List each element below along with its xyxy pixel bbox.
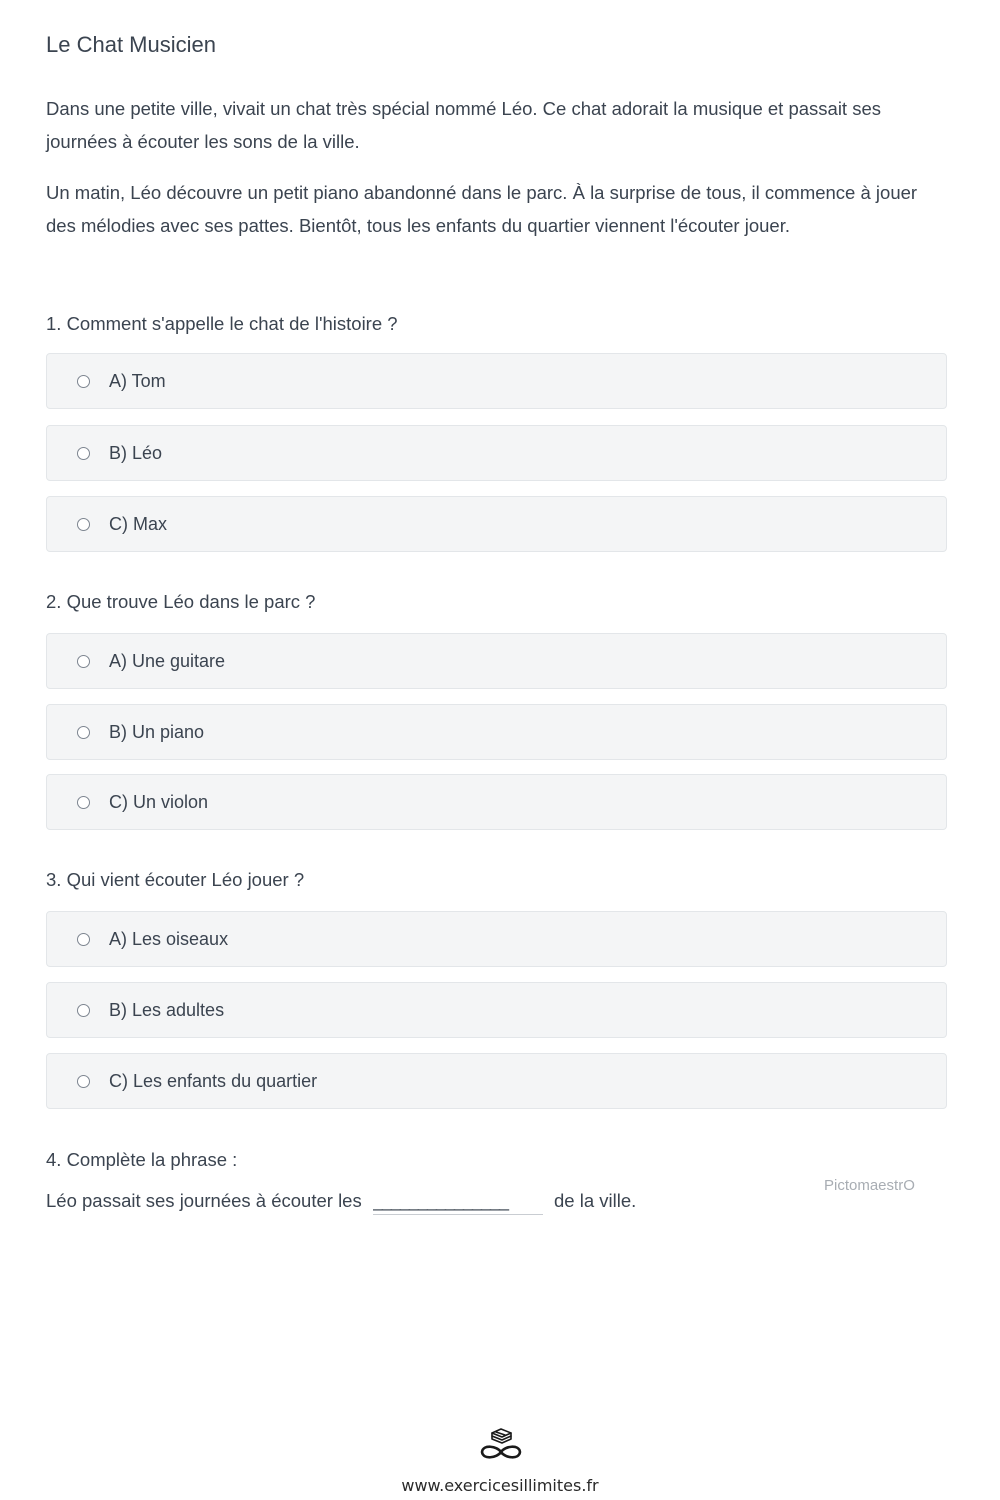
q1-option-b[interactable]: [46, 425, 947, 481]
fill-in-sentence: [46, 1190, 636, 1215]
radio-button[interactable]: [77, 518, 90, 531]
sentence-end: de la ville.: [554, 1190, 637, 1211]
radio-button[interactable]: [77, 1004, 90, 1017]
option-label: C) Les enfants du quartier: [109, 1071, 318, 1091]
q3-option-b[interactable]: [46, 982, 947, 1038]
radio-button[interactable]: [77, 796, 90, 809]
question-4-label: 4. Complète la phrase :: [46, 1149, 238, 1170]
question-1-label: 1. Comment s'appelle le chat de l'histoire ?: [46, 313, 398, 334]
page-title: Le Chat Musicien: [46, 32, 216, 57]
question-3-label: 3. Qui vient écouter Léo jouer ?: [46, 869, 305, 890]
option-label: B) Léo: [109, 443, 163, 463]
q2-option-a[interactable]: [46, 633, 947, 689]
q1-option-a[interactable]: [46, 353, 947, 409]
question-2-label: 2. Que trouve Léo dans le parc ?: [46, 591, 316, 612]
option-label: B) Les adultes: [109, 1000, 225, 1020]
q3-option-a[interactable]: [46, 911, 947, 967]
q2-option-b[interactable]: [46, 704, 947, 760]
story-paragraph: Dans une petite ville, vivait un chat très spécial nommé Léo. Ce chat adorait la musique et passait ses journées à écouter les sons de la ville.: [46, 98, 881, 152]
radio-button[interactable]: [77, 1075, 90, 1088]
option-label: C) Max: [109, 514, 167, 534]
q2-option-c[interactable]: [46, 774, 947, 830]
option-label: A) Tom: [109, 371, 166, 391]
option-label: C) Un violon: [109, 792, 209, 812]
sentence-start: Léo passait ses journées à écouter les: [46, 1190, 362, 1211]
option-label: A) Les oiseaux: [109, 929, 229, 949]
watermark: PictomaestrO: [824, 1177, 915, 1194]
book-infinity-icon: [475, 1424, 527, 1464]
option-label: B) Un piano: [109, 722, 205, 742]
radio-button[interactable]: [77, 726, 90, 739]
footer-url: www.exercicesillimites.fr: [401, 1476, 599, 1495]
blank-answer-input[interactable]: [373, 1191, 543, 1215]
option-label: A) Une guitare: [109, 651, 226, 671]
story-paragraph: Un matin, Léo découvre un petit piano abandonné dans le parc. À la surprise de tous, il commence à jouer des mélodies avec ses pattes. Bientôt, tous les enfants du quartier viennent l'écouter jouer.: [46, 182, 918, 236]
radio-button[interactable]: [77, 655, 90, 668]
q3-option-c[interactable]: [46, 1053, 947, 1109]
radio-button[interactable]: [77, 933, 90, 946]
radio-button[interactable]: [77, 375, 90, 388]
radio-button[interactable]: [77, 447, 90, 460]
q1-option-c[interactable]: [46, 496, 947, 552]
